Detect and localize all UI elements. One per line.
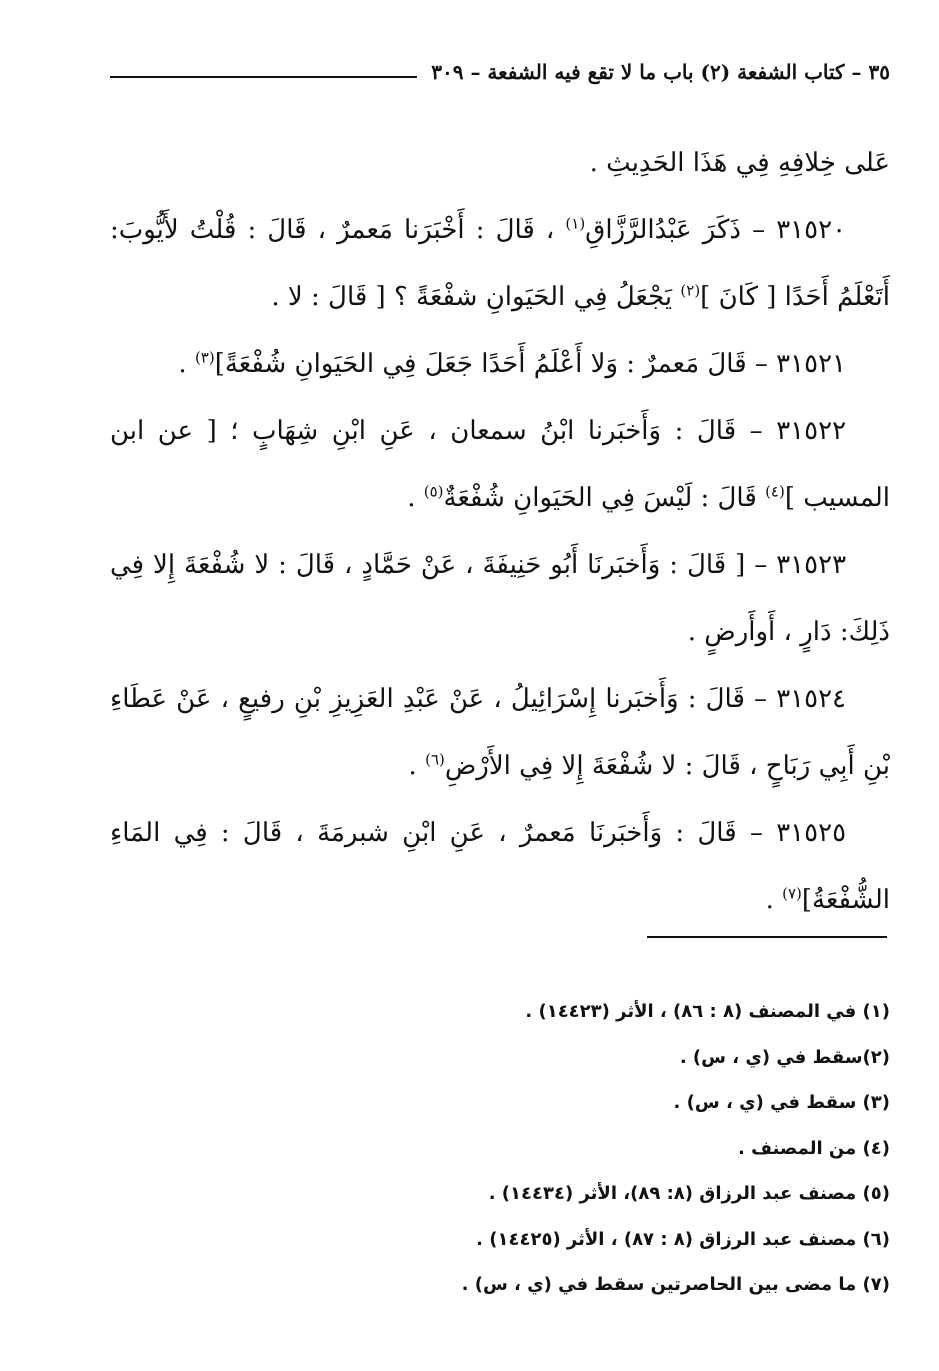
hadith-31520 — [110, 197, 890, 331]
footnote-3: (٣) سقط في (ي ، س) . — [673, 1092, 890, 1113]
hadith-31521 — [110, 331, 890, 398]
footnote-ref: (٦) — [425, 750, 445, 769]
hadith-text: قَالَ : وَأَخبَرنا ابْنُ سمعان ، عَنِ ابْنِ شِهَابٍ ؛ [ عن ابن المسيب ] — [110, 416, 890, 513]
footnote-ref: (٥) — [423, 482, 444, 501]
hadith-text: قَالَ : لَيْسَ فِي الحَيَوانِ شُفْعَةٌ — [443, 483, 757, 513]
footnotes — [110, 995, 890, 1314]
hadith-end: . — [408, 751, 417, 781]
footnote-6: (٦) مصنف عبد الرزاق (٨ : ٨٧) ، الأثر (١٤٤٢٥) . — [476, 1228, 890, 1250]
hadith-number: ٣١٥٢٠ – — [752, 215, 847, 245]
hadith-end: . — [178, 349, 187, 379]
main-text — [110, 130, 890, 934]
hadith-31525 — [110, 800, 890, 934]
hadith-text: ذَكَرَ عَبْدُالرَّزَّاقِ — [585, 215, 742, 245]
footnote-2: (٢)سقط في (ي ، س) . — [679, 1046, 890, 1068]
hadith-number: ٣١٥٢٤ – — [754, 684, 847, 714]
hadith-number: ٣١٥٢٥ – — [749, 818, 847, 848]
hadith-text: قَالَ : وَأَخبَرنا إِسْرَائِيلُ ، عَنْ عَبْدِ العَزِيزِ بْنِ رفيعٍ ، عَنْ عَطَاءِ بْنِ أَبِي رَبَاحٍ ، قَالَ : لا شُفْعَةَ إِلا فِي الأَرْضِ — [110, 684, 890, 781]
footnote-ref: (٢) — [680, 281, 701, 300]
hadith-text: [ قَالَ : وَأَخبَرنَا أَبُو حَنِيفَةَ ، عَنْ حَمَّادٍ ، قَالَ : لا شُفْعَةَ إِلا فِي ذَلِكَ: دَارٍ ، أَوأَرضٍ . — [110, 550, 890, 647]
hadith-text: يَجْعَلُ فِي الحَيَوانِ شفْعَةً ؟ [ قَالَ : لا . — [271, 282, 673, 312]
opening-line — [110, 130, 890, 197]
running-header — [110, 52, 890, 92]
hadith-31523 — [110, 532, 890, 666]
footnote-separator — [647, 936, 887, 938]
hadith-text: قَالَ : وَأَخبَرنَا مَعمرٌ ، عَنِ ابْنِ شبرمَةَ ، قَالَ : فِي المَاءِ الشُّفْعَةُ] — [110, 818, 890, 915]
hadith-end: . — [407, 483, 416, 513]
footnote-7: (٧) ما مضى بين الحاصرتين سقط في (ي ، س) . — [461, 1274, 890, 1295]
footnote-1: (١) في المصنف (٨ : ٨٦) ، الأثر (١٤٤٢٣) . — [525, 1001, 890, 1022]
hadith-31524 — [110, 666, 890, 800]
hadith-end: . — [765, 885, 774, 915]
hadith-text: ، قَالَ : أَخْبَرَنا مَعمرٌ ، قَالَ : قُلْتُ لأَيُّوبَ: أَتَعْلَمُ أَحَدًا [ كَانَ ] — [110, 215, 890, 312]
hadith-31522 — [110, 398, 890, 532]
footnote-ref: (١) — [565, 214, 586, 233]
hadith-number: ٣١٥٢٣ – — [754, 550, 847, 580]
hadith-text: قَالَ مَعمرٌ : وَلا أَعْلَمُ أَحَدًا جَعَلَ فِي الحَيَوانِ شُفْعَةً] — [214, 349, 747, 379]
footnote-ref: (٤) — [765, 482, 785, 501]
footnote-4: (٤) من المصنف . — [738, 1137, 890, 1159]
footnote-5: (٥) مصنف عبد الرزاق (٨: ٨٩)، الأثر (١٤٤٣٤) . — [488, 1183, 890, 1204]
header-rule — [110, 76, 417, 78]
hadith-number: ٣١٥٢٢ – — [749, 416, 847, 446]
running-title: ٣٥ – كتاب الشفعة (٢) باب ما لا تقع فيه الشفعة – ٣٠٩ — [431, 60, 890, 84]
footnote-ref: (٣) — [194, 348, 215, 367]
footnote-ref: (٧) — [782, 884, 802, 903]
hadith-number: ٣١٥٢١ – — [754, 349, 846, 379]
opening-text: عَلى خِلافِهِ فِي هَذَا الحَدِيثِ . — [589, 148, 890, 178]
